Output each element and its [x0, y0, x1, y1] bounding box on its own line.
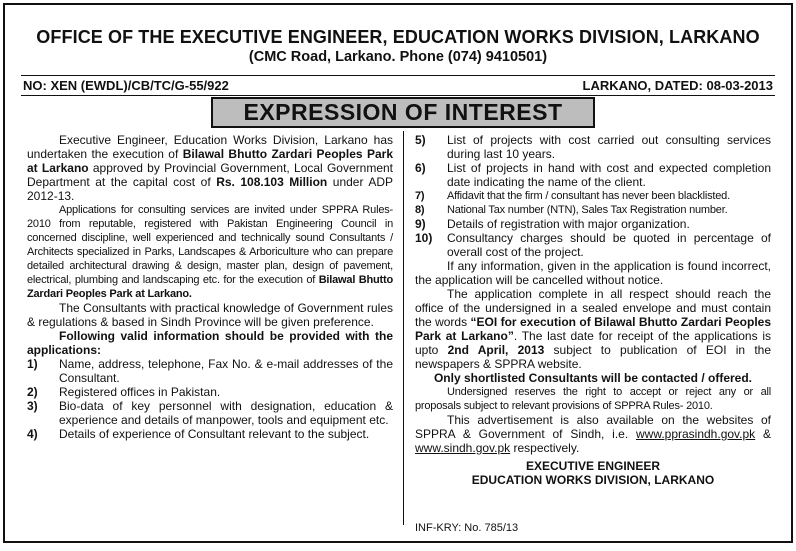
- requirements-heading: Following valid information should be provided with the applications:: [27, 329, 393, 357]
- ppra-link[interactable]: www.pprasindh.gov.pk: [635, 427, 756, 441]
- reference-bar: [21, 75, 775, 96]
- column-divider: [403, 131, 404, 525]
- date-line: LARKANO, DATED: 08-03-2013: [582, 78, 773, 93]
- website-paragraph: This advertisement is also available on the websites of SPPRA & Government of Sindh, i.e. www.pprasindh.gov.pk & www.sindh.gov.pk respectively.: [415, 413, 771, 455]
- office-address: (CMC Road, Larkano. Phone (074) 9410501): [248, 49, 548, 65]
- left-column: [27, 133, 393, 441]
- list-item: 5) List of projects with cost carried out consulting services during last 10 years.: [415, 133, 771, 161]
- list-item: 10) Consultancy charges should be quoted in percentage of overall cost of the project.: [415, 231, 771, 259]
- list-item: 9) Details of registration with major organization.: [415, 217, 690, 231]
- submission-paragraph: The application complete in all respect should reach the office of the undersigned in a sealed envelope and must contain the words “EOI for execution of Bilawal Bhutto Zardari Peoples Park at Larkano”. The last date for receipt of the applications is upto 2nd April, 2013 subject to publication of EOI in the newspapers & SPPRA website.: [415, 287, 772, 371]
- shortlist-notice: Only shortlisted Consultants will be contacted / offered.: [433, 371, 753, 385]
- advertisement-page: [3, 3, 793, 543]
- list-item: 4) Details of experience of Consultant relevant to the subject.: [27, 427, 370, 441]
- reference-number: NO: XEN (EWDL)/CB/TC/G-55/922: [23, 78, 229, 93]
- project-cost: Rs. 108.103 Million: [216, 175, 328, 189]
- list-item: 2) Registered offices in Pakistan.: [27, 385, 221, 399]
- invitation-paragraph: Applications for consulting services are invited under SPPRA Rules-2010 from reputable, registered with Pakistan Engineering Council in concerned discipline, well experienced and technically sound Consultants / Architects specialized in Parks, Landscapes & Arboriculture who can prepare detailed architectural drawing & design, master plan, design of pavement, electrical, plumbing and landscaping etc. for the execution of Bilawal Bhutto Zardari Peoples Park at Larkano.: [27, 204, 393, 300]
- eoi-subject: “EOI for execution of Bilawal Bhutto Zardari Peoples Park at Larkano”: [415, 315, 772, 343]
- project-name-repeat: Bilawal Bhutto Zardari Peoples Park at Larkano.: [27, 274, 393, 300]
- signature-office: EDUCATION WORKS DIVISION, LARKANO: [471, 473, 715, 487]
- list-item: 8) National Tax number (NTN), Sales Tax Registration number.: [415, 204, 728, 216]
- list-item: 1) Name, address, telephone, Fax No. & e-mail addresses of the Consultant.: [27, 357, 393, 385]
- eoi-banner: EXPRESSION OF INTEREST: [211, 97, 595, 128]
- right-column: [415, 133, 771, 487]
- signature-block: [415, 459, 771, 487]
- list-item: 6) List of projects in hand with cost and expected completion date indicating the name of the client.: [415, 161, 771, 189]
- incorrect-info-paragraph: If any information, given in the application is found incorrect, the application will be cancelled without notice.: [415, 259, 771, 287]
- last-date: 2nd April, 2013: [447, 343, 545, 357]
- signature-title: EXECUTIVE ENGINEER: [525, 459, 661, 473]
- reserve-rights-paragraph: Undersigned reserves the right to accept or reject any or all proposals subject to relevant provisions of SPPRA Rules- 2010.: [415, 386, 771, 412]
- preference-paragraph: The Consultants with practical knowledge of Government rules & regulations & based in Sindh Province will be given preference.: [27, 301, 393, 329]
- sindh-link[interactable]: www.sindh.gov.pk: [415, 441, 511, 455]
- list-item: 7) Affidavit that the firm / consultant has never been blacklisted.: [415, 190, 730, 202]
- intro-paragraph: Executive Engineer, Education Works Division, Larkano has undertaken the execution of Bilawal Bhutto Zardari Peoples Park at Larkano approved by Provincial Government, Local Government Department at the capital cost of Rs. 108.103 Million under ADP 2012-13.: [27, 133, 393, 203]
- list-item: 3) Bio-data of key personnel with designation, education & experience and details of manpower, tools and equipment etc.: [27, 399, 393, 427]
- office-title: OFFICE OF THE EXECUTIVE ENGINEER, EDUCATION WORKS DIVISION, LARKANO: [36, 27, 760, 47]
- inf-reference: INF-KRY: No. 785/13: [415, 522, 519, 534]
- project-name: Bilawal Bhutto Zardari Peoples Park at Larkano: [27, 147, 393, 175]
